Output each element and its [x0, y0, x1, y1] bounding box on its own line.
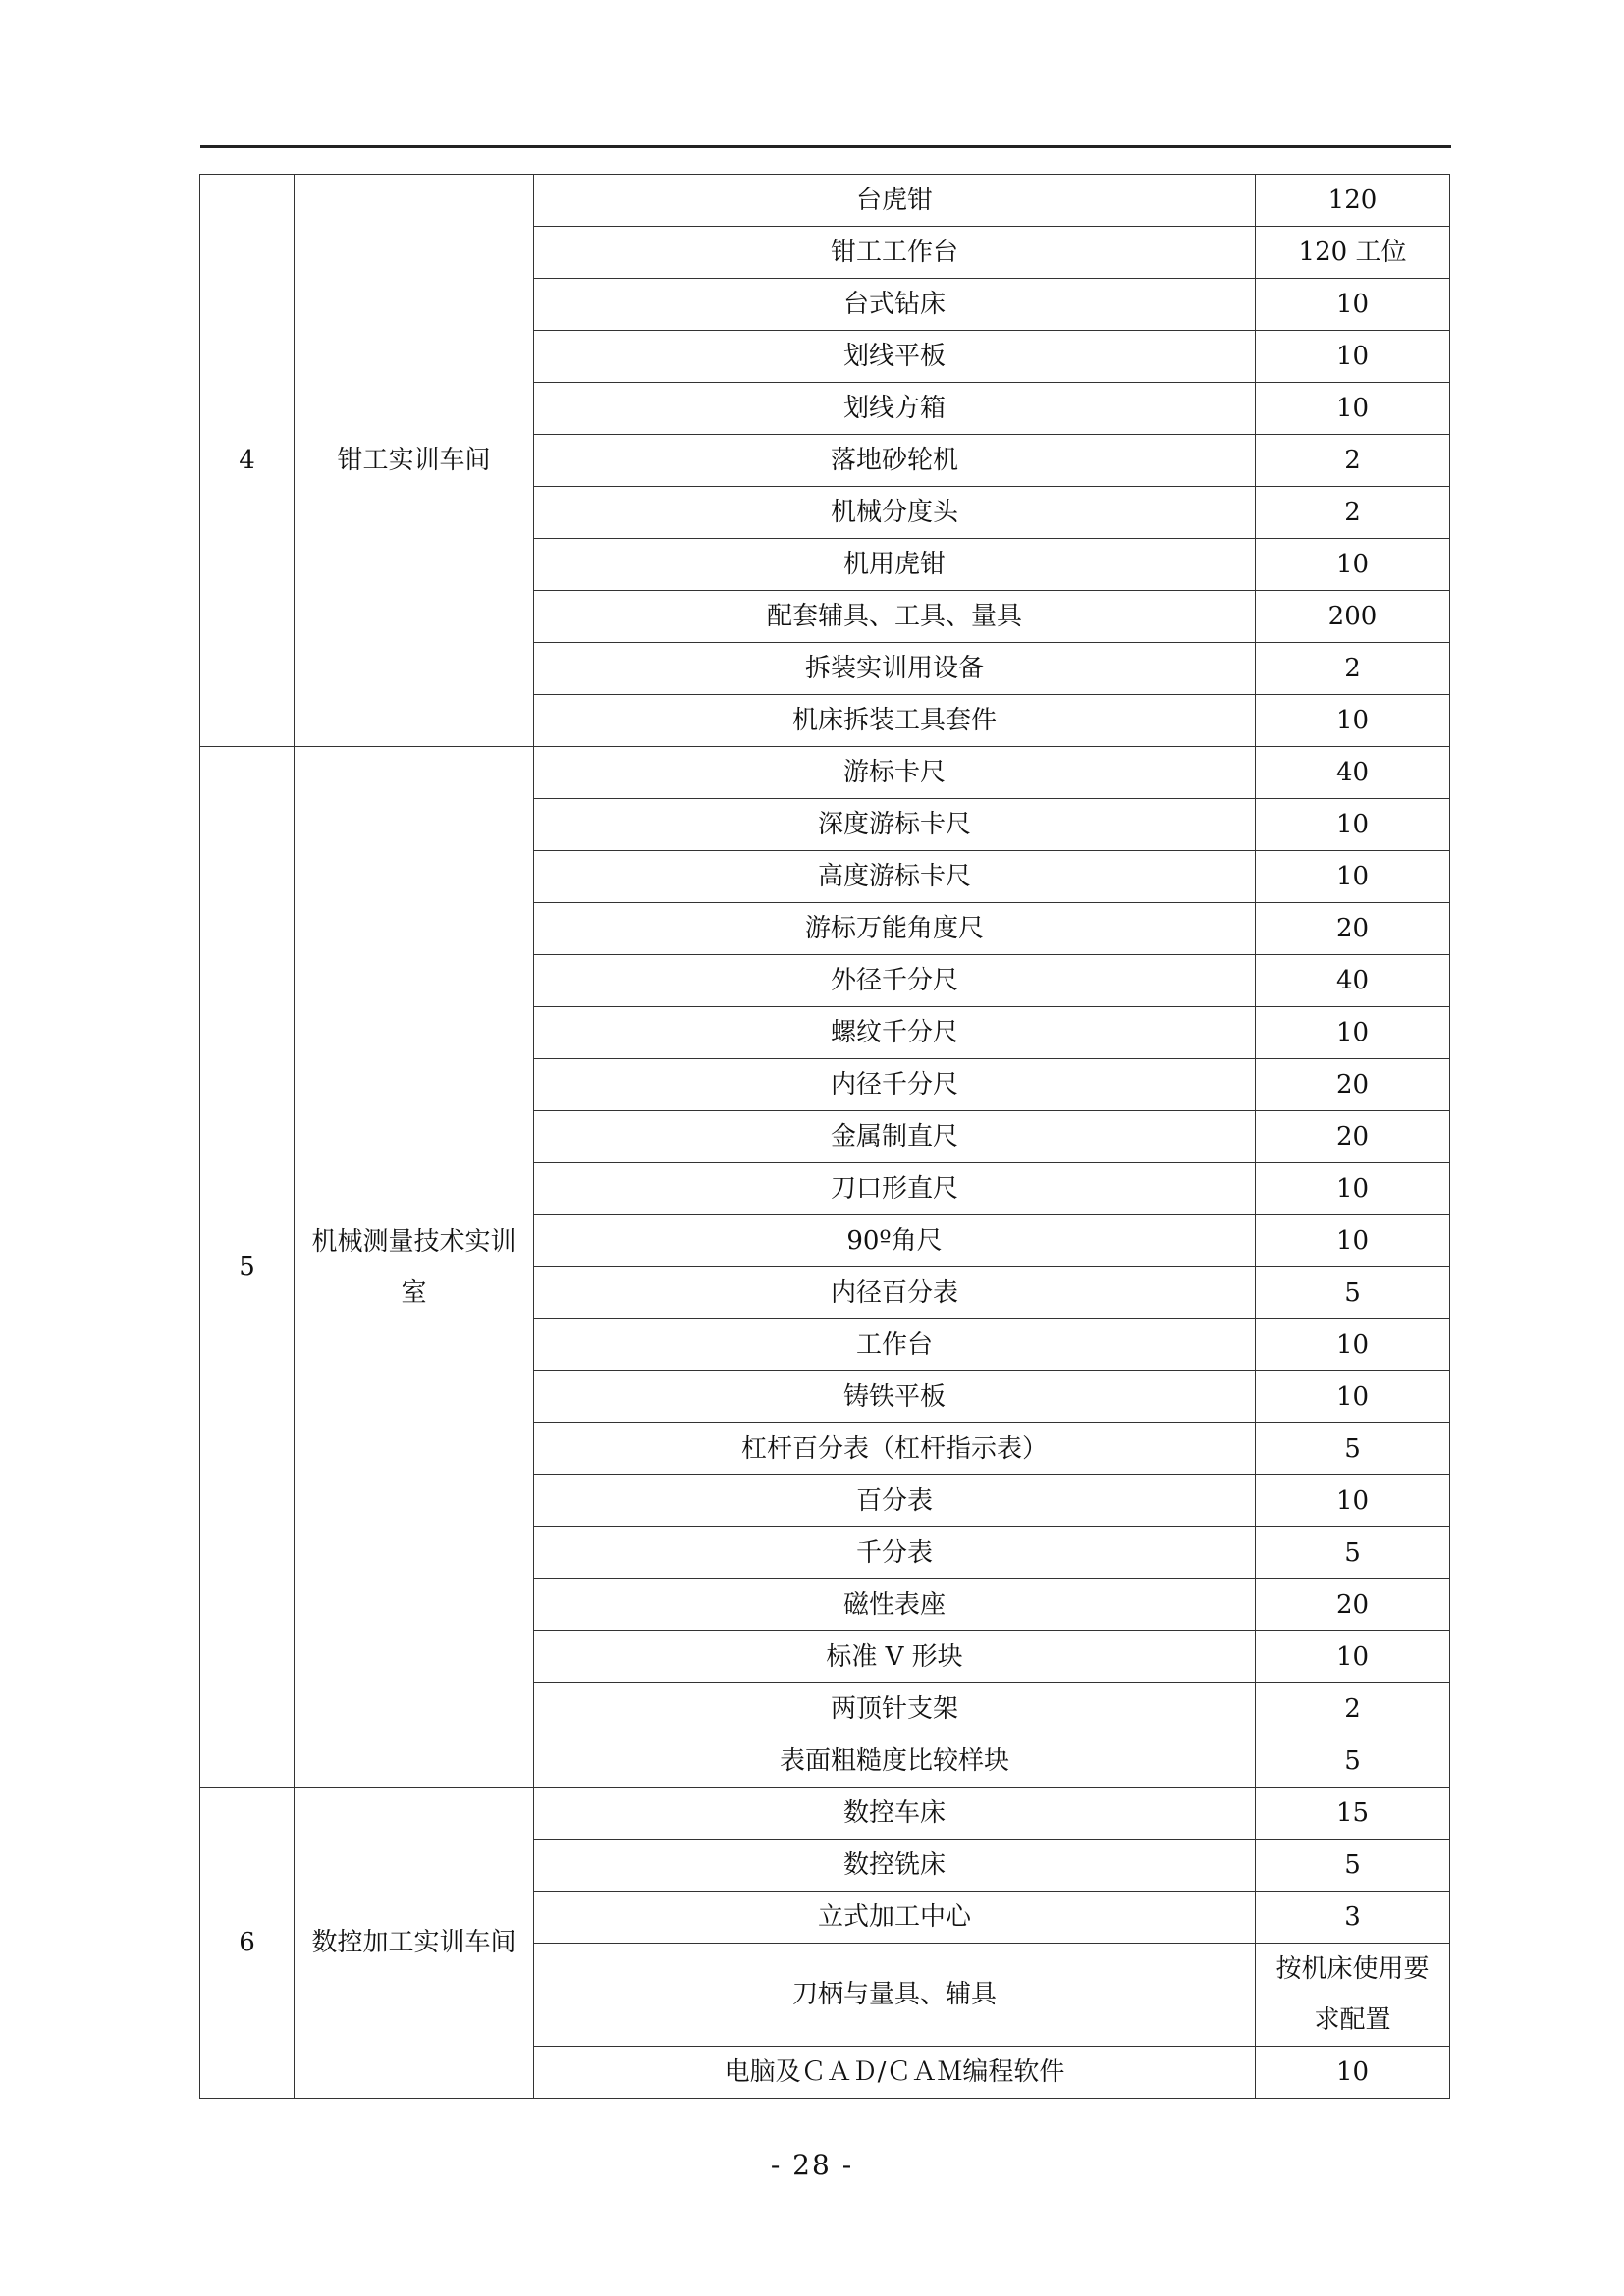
equipment-name: 表面粗糙度比较样块 — [534, 1735, 1256, 1788]
equipment-name: 磁性表座 — [534, 1579, 1256, 1631]
equipment-quantity: 5 — [1256, 1267, 1450, 1319]
equipment-quantity: 2 — [1256, 435, 1450, 487]
equipment-table-body — [200, 175, 1450, 2099]
equipment-quantity: 5 — [1256, 1423, 1450, 1475]
equipment-quantity: 10 — [1256, 1215, 1450, 1267]
equipment-name: 铸铁平板 — [534, 1371, 1256, 1423]
equipment-quantity: 10 — [1256, 331, 1450, 383]
equipment-name: 内径百分表 — [534, 1267, 1256, 1319]
equipment-quantity: 5 — [1256, 1840, 1450, 1892]
equipment-name: 游标万能角度尺 — [534, 903, 1256, 955]
equipment-name: 杠杆百分表（杠杆指示表） — [534, 1423, 1256, 1475]
equipment-name: 工作台 — [534, 1319, 1256, 1371]
equipment-name: 电脑及ＣＡＤ/ＣＡＭ编程软件 — [534, 2047, 1256, 2099]
group-index: 6 — [200, 1788, 295, 2099]
equipment-quantity: 20 — [1256, 1059, 1450, 1111]
equipment-name: 机械分度头 — [534, 487, 1256, 539]
equipment-name: 立式加工中心 — [534, 1892, 1256, 1944]
equipment-name: 游标卡尺 — [534, 747, 1256, 799]
equipment-quantity: 5 — [1256, 1735, 1450, 1788]
equipment-quantity: 2 — [1256, 487, 1450, 539]
equipment-name: 外径千分尺 — [534, 955, 1256, 1007]
equipment-name: 千分表 — [534, 1527, 1256, 1579]
equipment-name: 百分表 — [534, 1475, 1256, 1527]
equipment-name: 内径千分尺 — [534, 1059, 1256, 1111]
equipment-name: 深度游标卡尺 — [534, 799, 1256, 851]
room-name: 钳工实训车间 — [295, 175, 534, 747]
equipment-name: 金属制直尺 — [534, 1111, 1256, 1163]
equipment-quantity: 10 — [1256, 1371, 1450, 1423]
equipment-quantity: 200 — [1256, 591, 1450, 643]
equipment-quantity: 10 — [1256, 1007, 1450, 1059]
equipment-quantity: 10 — [1256, 383, 1450, 435]
equipment-quantity: 10 — [1256, 799, 1450, 851]
equipment-quantity: 按机床使用要求配置 — [1256, 1944, 1450, 2047]
header-rule — [200, 145, 1451, 148]
equipment-name: 两顶针支架 — [534, 1683, 1256, 1735]
equipment-quantity: 40 — [1256, 955, 1450, 1007]
equipment-quantity: 20 — [1256, 903, 1450, 955]
equipment-name: 刀口形直尺 — [534, 1163, 1256, 1215]
equipment-name: 划线平板 — [534, 331, 1256, 383]
equipment-quantity: 120 工位 — [1256, 227, 1450, 279]
equipment-quantity: 10 — [1256, 2047, 1450, 2099]
equipment-name: 90º角尺 — [534, 1215, 1256, 1267]
equipment-name: 刀柄与量具、辅具 — [534, 1944, 1256, 2047]
table-row — [200, 175, 1450, 227]
equipment-quantity: 5 — [1256, 1527, 1450, 1579]
equipment-name: 钳工工作台 — [534, 227, 1256, 279]
equipment-quantity: 10 — [1256, 1631, 1450, 1683]
equipment-name: 配套辅具、工具、量具 — [534, 591, 1256, 643]
equipment-name: 机用虎钳 — [534, 539, 1256, 591]
equipment-name: 数控车床 — [534, 1788, 1256, 1840]
equipment-name: 数控铣床 — [534, 1840, 1256, 1892]
room-name: 数控加工实训车间 — [295, 1788, 534, 2099]
group-index: 5 — [200, 747, 295, 1788]
equipment-quantity: 2 — [1256, 643, 1450, 695]
equipment-name: 螺纹千分尺 — [534, 1007, 1256, 1059]
equipment-name: 拆装实训用设备 — [534, 643, 1256, 695]
equipment-name: 划线方箱 — [534, 383, 1256, 435]
equipment-quantity: 10 — [1256, 1475, 1450, 1527]
equipment-name: 台式钻床 — [534, 279, 1256, 331]
equipment-name: 落地砂轮机 — [534, 435, 1256, 487]
equipment-quantity: 40 — [1256, 747, 1450, 799]
equipment-quantity: 2 — [1256, 1683, 1450, 1735]
equipment-quantity: 10 — [1256, 695, 1450, 747]
equipment-quantity: 10 — [1256, 539, 1450, 591]
equipment-quantity: 120 — [1256, 175, 1450, 227]
equipment-name: 高度游标卡尺 — [534, 851, 1256, 903]
equipment-name: 台虎钳 — [534, 175, 1256, 227]
page-number: - 28 - — [770, 2149, 854, 2181]
table-row — [200, 1788, 1450, 1840]
equipment-name: 机床拆装工具套件 — [534, 695, 1256, 747]
equipment-quantity: 20 — [1256, 1579, 1450, 1631]
equipment-quantity: 3 — [1256, 1892, 1450, 1944]
equipment-table — [199, 174, 1450, 2099]
equipment-name: 标准 V 形块 — [534, 1631, 1256, 1683]
equipment-quantity: 10 — [1256, 1319, 1450, 1371]
table-row — [200, 747, 1450, 799]
equipment-quantity: 15 — [1256, 1788, 1450, 1840]
equipment-quantity: 10 — [1256, 851, 1450, 903]
group-index: 4 — [200, 175, 295, 747]
equipment-quantity: 10 — [1256, 1163, 1450, 1215]
equipment-quantity: 20 — [1256, 1111, 1450, 1163]
equipment-quantity: 10 — [1256, 279, 1450, 331]
room-name: 机械测量技术实训室 — [295, 747, 534, 1788]
